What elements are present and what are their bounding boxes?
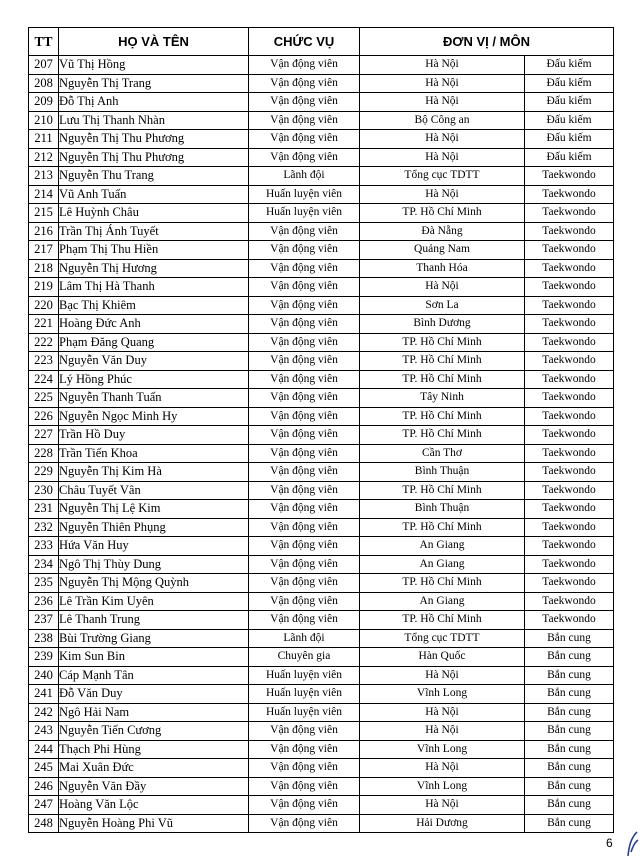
cell-sport: Taekwondo (525, 555, 614, 574)
cell-tt: 242 (29, 703, 59, 722)
table-row (29, 315, 614, 334)
cell-tt: 246 (29, 777, 59, 796)
cell-sport: Taekwondo (525, 204, 614, 223)
cell-name: Nguyễn Thị Trang (59, 74, 249, 93)
cell-sport: Bắn cung (525, 777, 614, 796)
cell-tt: 224 (29, 370, 59, 389)
cell-unit: Hà Nội (360, 796, 525, 815)
cell-unit: Vĩnh Long (360, 740, 525, 759)
cell-unit: Hà Nội (360, 148, 525, 167)
cell-unit: Hải Dương (360, 814, 525, 833)
cell-sport: Taekwondo (525, 352, 614, 371)
cell-sport: Taekwondo (525, 611, 614, 630)
cell-tt: 215 (29, 204, 59, 223)
cell-name: Phạm Đăng Quang (59, 333, 249, 352)
cell-tt: 219 (29, 278, 59, 297)
cell-name: Nguyễn Văn Duy (59, 352, 249, 371)
cell-role: Vận động viên (249, 592, 360, 611)
table-row (29, 111, 614, 130)
cell-unit: Hà Nội (360, 185, 525, 204)
cell-tt: 241 (29, 685, 59, 704)
cell-tt: 233 (29, 537, 59, 556)
cell-role: Vận động viên (249, 315, 360, 334)
cell-role: Huấn luyện viên (249, 703, 360, 722)
cell-name: Nguyễn Thị Lệ Kim (59, 500, 249, 519)
cell-unit: Hà Nội (360, 666, 525, 685)
cell-sport: Taekwondo (525, 296, 614, 315)
cell-unit: Hà Nội (360, 703, 525, 722)
cell-unit: TP. Hồ Chí Minh (360, 204, 525, 223)
cell-tt: 234 (29, 555, 59, 574)
table-row (29, 74, 614, 93)
cell-tt: 214 (29, 185, 59, 204)
cell-name: Bạc Thị Khiêm (59, 296, 249, 315)
cell-unit: Hà Nội (360, 130, 525, 149)
cell-sport: Taekwondo (525, 463, 614, 482)
cell-name: Nguyễn Thiên Phụng (59, 518, 249, 537)
table-row (29, 518, 614, 537)
cell-tt: 245 (29, 759, 59, 778)
cell-name: Phạm Thị Thu Hiền (59, 241, 249, 260)
cell-tt: 216 (29, 222, 59, 241)
corner-logo-mark (625, 830, 639, 858)
cell-unit: TP. Hồ Chí Minh (360, 481, 525, 500)
cell-role: Lãnh đội (249, 629, 360, 648)
cell-name: Lưu Thị Thanh Nhàn (59, 111, 249, 130)
cell-unit: Bình Thuận (360, 500, 525, 519)
cell-sport: Taekwondo (525, 259, 614, 278)
cell-unit: Quảng Nam (360, 241, 525, 260)
table-row (29, 611, 614, 630)
cell-tt: 239 (29, 648, 59, 667)
cell-role: Vận động viên (249, 296, 360, 315)
cell-unit: TP. Hồ Chí Minh (360, 352, 525, 371)
table-row (29, 426, 614, 445)
cell-unit: Vĩnh Long (360, 777, 525, 796)
cell-tt: 229 (29, 463, 59, 482)
cell-name: Nguyễn Thu Trang (59, 167, 249, 186)
header-tt: TT (29, 28, 59, 56)
cell-tt: 240 (29, 666, 59, 685)
cell-role: Vận động viên (249, 740, 360, 759)
table-row (29, 148, 614, 167)
cell-role: Lãnh đội (249, 167, 360, 186)
table-row (29, 444, 614, 463)
table-row (29, 259, 614, 278)
cell-name: Nguyễn Thị Hương (59, 259, 249, 278)
cell-tt: 211 (29, 130, 59, 149)
cell-tt: 235 (29, 574, 59, 593)
cell-sport: Đấu kiếm (525, 111, 614, 130)
cell-name: Nguyễn Ngọc Minh Hy (59, 407, 249, 426)
cell-name: Nguyễn Thị Thu Phương (59, 148, 249, 167)
roster-table (28, 27, 614, 833)
cell-unit: TP. Hồ Chí Minh (360, 407, 525, 426)
cell-sport: Bắn cung (525, 685, 614, 704)
cell-name: Nguyễn Thị Thu Phương (59, 130, 249, 149)
cell-name: Bùi Trường Giang (59, 629, 249, 648)
table-row (29, 759, 614, 778)
cell-unit: Thanh Hóa (360, 259, 525, 278)
table-row (29, 222, 614, 241)
cell-unit: An Giang (360, 555, 525, 574)
cell-tt: 223 (29, 352, 59, 371)
cell-tt: 217 (29, 241, 59, 260)
cell-unit: TP. Hồ Chí Minh (360, 426, 525, 445)
cell-name: Trần Thị Ánh Tuyết (59, 222, 249, 241)
cell-role: Vận động viên (249, 722, 360, 741)
cell-sport: Đấu kiếm (525, 56, 614, 75)
cell-sport: Bắn cung (525, 814, 614, 833)
header-name: HỌ VÀ TÊN (59, 28, 249, 56)
cell-role: Vận động viên (249, 389, 360, 408)
cell-role: Huấn luyện viên (249, 666, 360, 685)
cell-tt: 209 (29, 93, 59, 112)
cell-tt: 230 (29, 481, 59, 500)
cell-sport: Đấu kiếm (525, 93, 614, 112)
cell-name: Trần Tiến Khoa (59, 444, 249, 463)
cell-role: Vận động viên (249, 93, 360, 112)
cell-role: Vận động viên (249, 537, 360, 556)
cell-tt: 247 (29, 796, 59, 815)
cell-name: Nguyễn Hoàng Phi Vũ (59, 814, 249, 833)
cell-name: Vũ Anh Tuấn (59, 185, 249, 204)
cell-role: Huấn luyện viên (249, 185, 360, 204)
table-row (29, 296, 614, 315)
cell-tt: 231 (29, 500, 59, 519)
cell-name: Nguyễn Thị Kim Hà (59, 463, 249, 482)
cell-sport: Bắn cung (525, 722, 614, 741)
cell-role: Vận động viên (249, 370, 360, 389)
cell-role: Vận động viên (249, 814, 360, 833)
cell-tt: 208 (29, 74, 59, 93)
table-header-row (29, 28, 614, 56)
cell-name: Đỗ Thị Anh (59, 93, 249, 112)
cell-sport: Taekwondo (525, 407, 614, 426)
cell-name: Nguyễn Thanh Tuấn (59, 389, 249, 408)
cell-tt: 228 (29, 444, 59, 463)
cell-name: Hoàng Đức Anh (59, 315, 249, 334)
table-row (29, 666, 614, 685)
cell-unit: Sơn La (360, 296, 525, 315)
cell-unit: Bình Thuận (360, 463, 525, 482)
cell-name: Lý Hồng Phúc (59, 370, 249, 389)
table-row (29, 629, 614, 648)
cell-unit: TP. Hồ Chí Minh (360, 611, 525, 630)
cell-role: Vận động viên (249, 759, 360, 778)
cell-tt: 226 (29, 407, 59, 426)
cell-tt: 238 (29, 629, 59, 648)
table-row (29, 204, 614, 223)
cell-name: Lê Huỳnh Châu (59, 204, 249, 223)
cell-unit: TP. Hồ Chí Minh (360, 333, 525, 352)
cell-tt: 225 (29, 389, 59, 408)
cell-sport: Taekwondo (525, 481, 614, 500)
header-role: CHỨC VỤ (249, 28, 360, 56)
table-row (29, 814, 614, 833)
table-row (29, 241, 614, 260)
table-row (29, 574, 614, 593)
table-row (29, 278, 614, 297)
cell-name: Ngô Hải Nam (59, 703, 249, 722)
cell-tt: 220 (29, 296, 59, 315)
cell-name: Lâm Thị Hà Thanh (59, 278, 249, 297)
table-row (29, 592, 614, 611)
cell-unit: Cần Thơ (360, 444, 525, 463)
table-row (29, 407, 614, 426)
cell-name: Hoàng Văn Lộc (59, 796, 249, 815)
cell-sport: Bắn cung (525, 629, 614, 648)
cell-sport: Bắn cung (525, 648, 614, 667)
cell-name: Kim Sun Bin (59, 648, 249, 667)
cell-sport: Taekwondo (525, 167, 614, 186)
table-row (29, 722, 614, 741)
cell-sport: Taekwondo (525, 185, 614, 204)
table-row (29, 56, 614, 75)
cell-unit: Hà Nội (360, 93, 525, 112)
cell-unit: Tây Ninh (360, 389, 525, 408)
cell-role: Vận động viên (249, 518, 360, 537)
cell-role: Vận động viên (249, 74, 360, 93)
cell-sport: Bắn cung (525, 796, 614, 815)
cell-sport: Taekwondo (525, 370, 614, 389)
cell-unit: Bộ Công an (360, 111, 525, 130)
table-row (29, 463, 614, 482)
cell-name: Nguyễn Thị Mộng Quỳnh (59, 574, 249, 593)
cell-role: Vận động viên (249, 352, 360, 371)
table-row (29, 796, 614, 815)
cell-tt: 227 (29, 426, 59, 445)
cell-unit: Hà Nội (360, 759, 525, 778)
cell-sport: Taekwondo (525, 537, 614, 556)
cell-unit: TP. Hồ Chí Minh (360, 574, 525, 593)
cell-name: Đỗ Văn Duy (59, 685, 249, 704)
cell-role: Huấn luyện viên (249, 685, 360, 704)
cell-tt: 221 (29, 315, 59, 334)
table-row (29, 555, 614, 574)
cell-unit: Hà Nội (360, 722, 525, 741)
cell-sport: Bắn cung (525, 759, 614, 778)
cell-role: Vận động viên (249, 444, 360, 463)
cell-role: Vận động viên (249, 333, 360, 352)
cell-tt: 207 (29, 56, 59, 75)
cell-unit: Hà Nội (360, 56, 525, 75)
cell-role: Vận động viên (249, 259, 360, 278)
cell-tt: 237 (29, 611, 59, 630)
cell-sport: Taekwondo (525, 426, 614, 445)
cell-role: Vận động viên (249, 574, 360, 593)
table-row (29, 333, 614, 352)
cell-name: Vũ Thị Hồng (59, 56, 249, 75)
cell-role: Vận động viên (249, 777, 360, 796)
table-row (29, 352, 614, 371)
cell-name: Nguyễn Văn Đầy (59, 777, 249, 796)
cell-role: Vận động viên (249, 463, 360, 482)
cell-role: Vận động viên (249, 796, 360, 815)
cell-sport: Taekwondo (525, 592, 614, 611)
cell-name: Lê Trần Kim Uyên (59, 592, 249, 611)
cell-sport: Đấu kiếm (525, 74, 614, 93)
cell-tt: 236 (29, 592, 59, 611)
cell-tt: 213 (29, 167, 59, 186)
cell-unit: An Giang (360, 537, 525, 556)
cell-role: Vận động viên (249, 500, 360, 519)
page-number: 6 (606, 836, 613, 850)
cell-name: Châu Tuyết Vân (59, 481, 249, 500)
cell-tt: 212 (29, 148, 59, 167)
cell-tt: 232 (29, 518, 59, 537)
cell-sport: Taekwondo (525, 518, 614, 537)
cell-tt: 222 (29, 333, 59, 352)
cell-name: Ngô Thị Thùy Dung (59, 555, 249, 574)
cell-sport: Taekwondo (525, 333, 614, 352)
cell-role: Vận động viên (249, 611, 360, 630)
cell-sport: Bắn cung (525, 740, 614, 759)
table-row (29, 481, 614, 500)
cell-tt: 218 (29, 259, 59, 278)
cell-role: Vận động viên (249, 222, 360, 241)
cell-unit: Hàn Quốc (360, 648, 525, 667)
table-row (29, 389, 614, 408)
cell-name: Mai Xuân Đức (59, 759, 249, 778)
cell-role: Vận động viên (249, 56, 360, 75)
table-row (29, 703, 614, 722)
cell-sport: Taekwondo (525, 500, 614, 519)
cell-sport: Taekwondo (525, 241, 614, 260)
table-row (29, 537, 614, 556)
cell-unit: Vĩnh Long (360, 685, 525, 704)
cell-unit: Hà Nội (360, 278, 525, 297)
table-row (29, 167, 614, 186)
table-row (29, 500, 614, 519)
table-row (29, 685, 614, 704)
cell-unit: Đà Nẵng (360, 222, 525, 241)
cell-name: Cáp Mạnh Tân (59, 666, 249, 685)
table-row (29, 777, 614, 796)
table-row (29, 648, 614, 667)
cell-role: Chuyên gia (249, 648, 360, 667)
table-row (29, 93, 614, 112)
header-unit-sport: ĐƠN VỊ / MÔN (360, 28, 614, 56)
cell-role: Vận động viên (249, 407, 360, 426)
cell-role: Vận động viên (249, 148, 360, 167)
cell-sport: Taekwondo (525, 389, 614, 408)
table-body (29, 56, 614, 833)
table-row (29, 740, 614, 759)
cell-role: Vận động viên (249, 481, 360, 500)
cell-role: Vận động viên (249, 130, 360, 149)
table-row (29, 185, 614, 204)
cell-sport: Taekwondo (525, 574, 614, 593)
cell-unit: Tổng cục TDTT (360, 629, 525, 648)
cell-name: Thạch Phi Hùng (59, 740, 249, 759)
cell-unit: Bình Dương (360, 315, 525, 334)
cell-role: Huấn luyện viên (249, 204, 360, 223)
cell-role: Vận động viên (249, 555, 360, 574)
cell-sport: Taekwondo (525, 444, 614, 463)
table-row (29, 370, 614, 389)
cell-sport: Taekwondo (525, 222, 614, 241)
cell-name: Nguyễn Tiến Cương (59, 722, 249, 741)
cell-sport: Bắn cung (525, 666, 614, 685)
cell-unit: An Giang (360, 592, 525, 611)
cell-role: Vận động viên (249, 278, 360, 297)
cell-sport: Taekwondo (525, 278, 614, 297)
cell-role: Vận động viên (249, 241, 360, 260)
cell-tt: 210 (29, 111, 59, 130)
cell-unit: Hà Nội (360, 74, 525, 93)
cell-name: Trần Hồ Duy (59, 426, 249, 445)
cell-unit: TP. Hồ Chí Minh (360, 370, 525, 389)
cell-sport: Đấu kiếm (525, 130, 614, 149)
table-row (29, 130, 614, 149)
cell-sport: Đấu kiếm (525, 148, 614, 167)
cell-unit: TP. Hồ Chí Minh (360, 518, 525, 537)
cell-name: Lê Thanh Trung (59, 611, 249, 630)
cell-tt: 248 (29, 814, 59, 833)
cell-tt: 243 (29, 722, 59, 741)
cell-role: Vận động viên (249, 111, 360, 130)
cell-tt: 244 (29, 740, 59, 759)
cell-sport: Taekwondo (525, 315, 614, 334)
cell-role: Vận động viên (249, 426, 360, 445)
cell-unit: Tổng cục TDTT (360, 167, 525, 186)
cell-name: Hứa Văn Huy (59, 537, 249, 556)
cell-sport: Bắn cung (525, 703, 614, 722)
